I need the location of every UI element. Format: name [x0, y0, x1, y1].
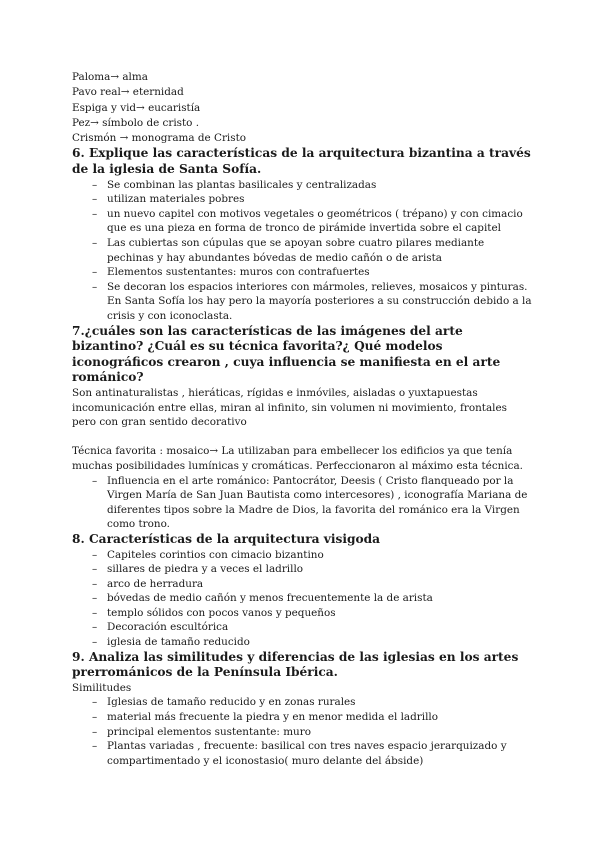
list-item: – Se decoran los espacios interiores con mármoles, relieves, mosaicos y pinturas. En Santa Sofía los hay pero la mayoría posteriores a su construcción debido a la crisis y con iconoclasta.	[72, 280, 532, 324]
list-item: – Iglesias de tamaño reducido y en zonas rurales	[72, 695, 532, 710]
list-item: – arco de herradura	[72, 577, 532, 592]
question-6-heading: 6. Explique las características de la arquitectura bizantina a través de la iglesia de Santa Sofía.	[72, 146, 531, 177]
list-item: – utilizan materiales pobres	[72, 192, 532, 207]
list-item: – Decoración escultórica	[72, 620, 532, 635]
list-item: – bóvedas de medio cañón y menos frecuentemente la de arista	[72, 591, 532, 606]
symbol-line: Crismón → monograma de Cristo	[72, 132, 247, 145]
list-item: – templo sólidos con pocos vanos y pequeños	[72, 606, 532, 621]
list-item: – material más frecuente la piedra y en menor medida el ladrillo	[72, 710, 532, 725]
spacer	[72, 430, 532, 445]
symbol-line: Paloma→ alma	[72, 71, 148, 83]
list-item: – Plantas variadas , frecuente: basilical con tres naves espacio jerarquizado y compartimentado y el iconostasio( muro delante del ábside)	[72, 739, 532, 768]
list-item: – sillares de piedra y a veces el ladrillo	[72, 562, 532, 577]
list-item: – un nuevo capitel con motivos vegetales o geométricos ( trépano) y con cimacio que es una pieza en forma de tronco de pirámide invertida sobre el capitel	[72, 207, 532, 236]
symbols-list	[72, 70, 532, 146]
question-9-subheading: Similitudes	[72, 681, 132, 694]
list-item: – Influencia en el arte románico: Pantocrátor, Deesis ( Cristo flanqueado por la Virgen María de San Juan Bautista como intercesores) , iconografía Mariana de diferentes tipos sobre la Madre de Dios, la favorita del románico era la Virgen como trono.	[72, 474, 532, 532]
symbol-line: Espiga y vid→ eucaristía	[72, 101, 201, 114]
question-7-heading: 7.¿cuáles son las características de las imágenes del arte bizantino? ¿Cuál es su técnica favorita?¿ Qué modelos iconográficos crearon , cuya influencia se manifiesta en el arte románico?	[72, 323, 501, 385]
list-item: – Capiteles corintios con cimacio bizantino	[72, 548, 532, 563]
question-8-list	[72, 548, 532, 650]
symbol-line: Pez→ símbolo de cristo .	[72, 116, 200, 129]
symbol-line: Pavo real→ eternidad	[72, 86, 184, 99]
list-item: – iglesia de tamaño reducido	[72, 635, 532, 650]
list-item: – principal elementos sustentante: muro	[72, 725, 532, 740]
list-item: – Se combinan las plantas basilicales y centralizadas	[72, 178, 532, 193]
question-9-list	[72, 695, 532, 768]
list-item: – Elementos sustentantes: muros con contrafuertes	[72, 265, 532, 280]
list-item: – Las cubiertas son cúpulas que se apoyan sobre cuatro pilares mediante pechinas y hay abundantes bóvedas de medio cañón o de arista	[72, 236, 532, 265]
question-7-list	[72, 474, 532, 532]
question-7-paragraph: Son antinaturalistas , hieráticas, rígidas e inmóviles, aisladas o yuxtapuestas incomunicación entre ellas, miran al infinito, sin volumen ni movimiento, frontales pero con gran sentido decorativo	[72, 386, 507, 429]
question-6-list	[72, 178, 532, 324]
question-8-heading: 8. Características de la arquitectura visigoda	[72, 531, 381, 546]
document-content	[72, 70, 532, 768]
question-9-heading: 9. Analiza las similitudes y diferencias de las iglesias en los artes prerrománicos de la Península Ibérica.	[72, 649, 519, 680]
question-7-technique-paragraph: Técnica favorita : mosaico→ La utilizaban para embellecer los edificios ya que tenía muchas posibilidades lumínicas y cromáticas. Perfeccionaron al máximo esta técnica.	[72, 445, 523, 472]
